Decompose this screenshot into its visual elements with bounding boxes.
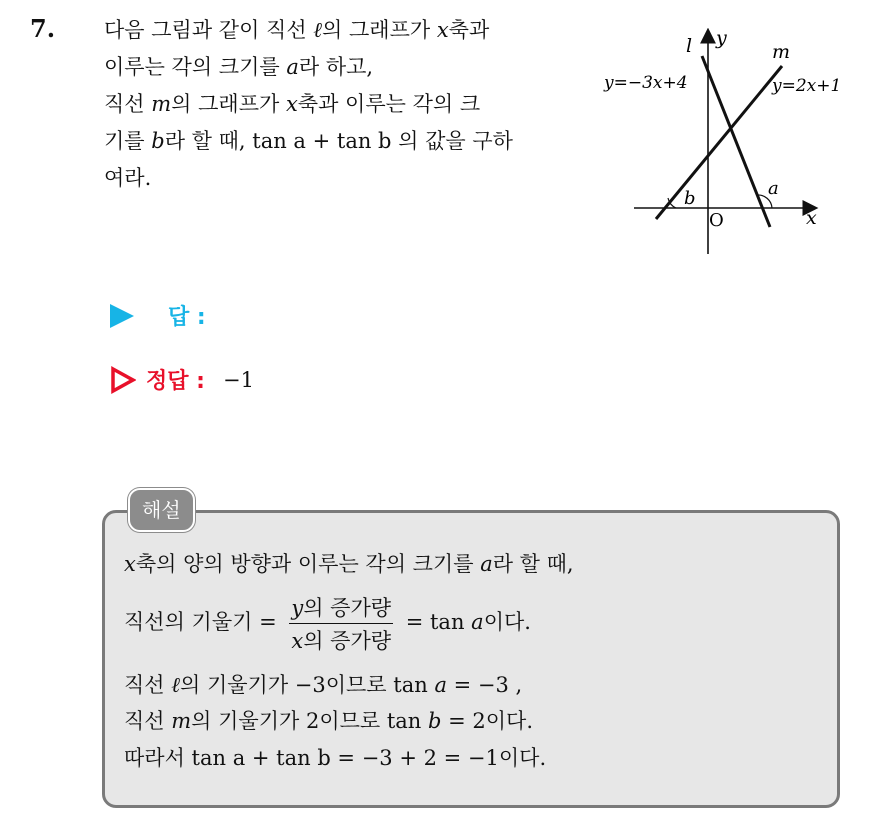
question-line-4 — [104, 123, 574, 160]
equation-l: y=−3x+4 — [604, 73, 688, 93]
correct-answer-row — [110, 364, 254, 395]
angle-b-symbol: b — [428, 709, 442, 733]
solution-text-part: 의 기울기가 −3이므로 tan — [180, 673, 435, 697]
numerator-text: 의 증가량 — [303, 596, 392, 620]
question-text-part: 축과 이루는 각의 크 — [297, 92, 481, 116]
line-graph-figure — [600, 28, 860, 260]
question-text-part: 기를 — [104, 129, 152, 153]
label-y: y — [716, 28, 727, 49]
solution-text-part: 직선의 기울기 = — [124, 610, 284, 634]
question-number: 7. — [30, 14, 56, 43]
solution-line-5: 따라서 tan a + tan b = −3 + 2 = −1이다. — [124, 746, 547, 770]
question-text-part: 의 그래프가 — [322, 18, 437, 42]
label-x: x — [806, 207, 817, 229]
label-l: l — [686, 35, 693, 57]
label-origin: O — [709, 210, 724, 231]
fraction-denominator — [289, 624, 393, 655]
solution-text-part: 직선 — [124, 709, 172, 733]
angle-b-label: b — [684, 188, 696, 209]
question-text-part: 라 하고, — [298, 55, 374, 79]
play-triangle-icon — [110, 304, 134, 328]
solution-line-1 — [124, 548, 574, 578]
solution-text-part: 의 기울기가 2이므로 tan — [191, 709, 429, 733]
question-text-part: 축과 — [448, 18, 490, 42]
solution-text-part: = tan — [399, 610, 472, 634]
question-line-2 — [104, 49, 574, 86]
solution-text-part: 직선 — [124, 673, 172, 697]
answer-label: 답 : — [168, 305, 206, 330]
question-text-part: 이루는 각의 크기를 — [104, 55, 287, 79]
angle-a-label: a — [768, 178, 779, 199]
question-text-part: 다음 그림과 같이 직선 — [104, 18, 314, 42]
answer-row — [110, 300, 206, 331]
label-m: m — [772, 41, 791, 63]
x-symbol: x — [285, 92, 298, 116]
angle-a-symbol: a — [480, 552, 493, 576]
correct-answer-value: −1 — [222, 367, 254, 392]
solution-line-4 — [124, 705, 533, 735]
x-symbol: x — [291, 629, 304, 653]
y-symbol: y — [291, 596, 304, 620]
question-text — [104, 12, 574, 197]
line-l-symbol: ℓ — [313, 18, 323, 42]
question-line-3 — [104, 86, 574, 123]
solution-text-part: 이다. — [483, 610, 531, 634]
angle-a-symbol: a — [286, 55, 299, 79]
outline-triangle-icon — [110, 366, 136, 394]
solution-badge: 해설 — [128, 488, 195, 532]
line-m-symbol: m — [151, 92, 172, 116]
x-symbol: x — [436, 18, 449, 42]
question-text-part: 라 할 때, — [164, 129, 253, 153]
question-text-part: 직선 — [104, 92, 152, 116]
solution-line-3 — [124, 669, 522, 699]
solution-line-2 — [124, 592, 531, 655]
angle-b-symbol: b — [151, 129, 165, 153]
question-text-part: 의 값을 구하 — [391, 129, 513, 153]
solution-text-part: 축의 양의 방향과 이루는 각의 크기를 — [135, 552, 481, 576]
x-symbol: x — [124, 552, 136, 576]
question-line-1 — [104, 12, 574, 49]
line-l-symbol: ℓ — [171, 673, 180, 697]
line-l — [702, 56, 770, 227]
angle-a-symbol: a — [471, 610, 484, 634]
fraction-numerator — [289, 592, 393, 624]
question-line-5: 여라. — [104, 166, 152, 190]
slope-fraction — [289, 592, 393, 655]
denominator-text: 의 증가량 — [303, 629, 392, 653]
tan-expression: tan a + tan b — [252, 129, 392, 153]
solution-text-part: = −3 , — [446, 673, 523, 697]
equation-m: y=2x+1 — [772, 76, 842, 96]
question-text-part: 의 그래프가 — [171, 92, 286, 116]
solution-text-part: 라 할 때, — [492, 552, 574, 576]
line-m-symbol: m — [171, 709, 192, 733]
solution-text-part: = 2이다. — [441, 709, 534, 733]
correct-answer-label: 정답 : — [146, 369, 205, 394]
angle-a-symbol: a — [434, 673, 447, 697]
